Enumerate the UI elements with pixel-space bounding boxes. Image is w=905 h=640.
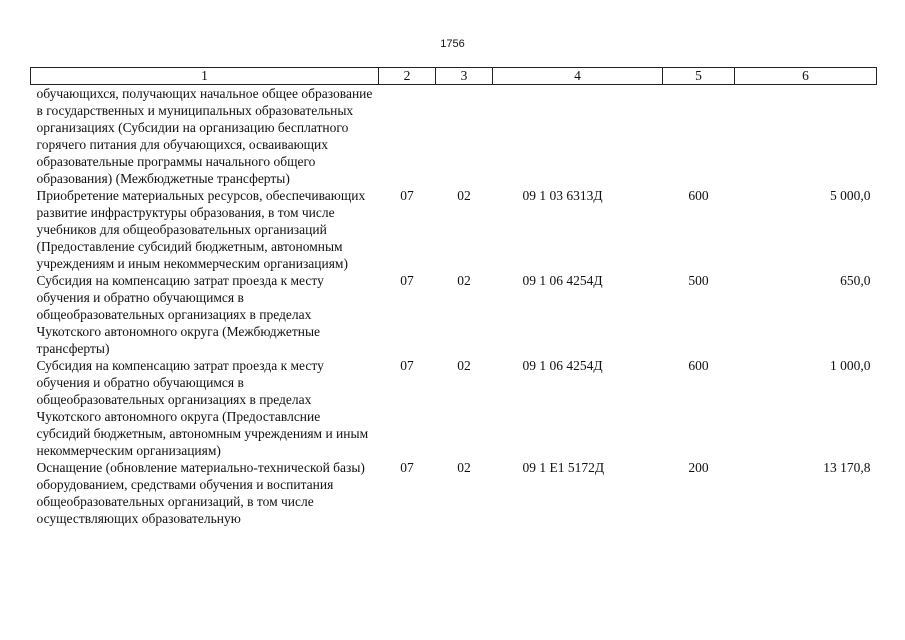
row-target-code: 09 1 06 4254Д	[522, 358, 603, 373]
row-section: 07	[400, 273, 414, 288]
row-amount: 650,0	[840, 273, 871, 288]
row-expense-type	[663, 85, 735, 188]
row-section: 07	[400, 188, 414, 203]
page-number: 1756	[440, 38, 465, 50]
header-col-2: 2	[379, 68, 436, 85]
row-expense-type: 500	[688, 273, 709, 288]
row-amount	[735, 85, 877, 188]
row-expense-type: 200	[688, 460, 709, 475]
row-section	[379, 85, 436, 188]
row-target-code	[493, 85, 663, 188]
row-amount: 1 000,0	[830, 358, 871, 373]
header-col-5: 5	[663, 68, 735, 85]
row-section: 07	[400, 460, 414, 475]
header-col-6: 6	[735, 68, 877, 85]
row-expense-type: 600	[688, 188, 709, 203]
header-col-3: 3	[436, 68, 493, 85]
row-amount: 5 000,0	[830, 188, 871, 203]
header-col-1: 1	[31, 68, 379, 85]
row-amount: 13 170,8	[823, 460, 871, 475]
row-target-code: 09 1 03 6313Д	[522, 188, 603, 203]
row-description: Субсидия на компенсацию затрат проезда к месту обучения и обратно обучающимся в общеобразовательных организациях в пределах Чукотского автономного округа (Межбюджетные трансферты)	[36, 273, 324, 356]
budget-table	[30, 67, 877, 527]
table-row	[31, 357, 877, 459]
row-subsection: 02	[457, 188, 471, 203]
table-row	[31, 459, 877, 527]
row-subsection: 02	[457, 358, 471, 373]
table-row	[31, 272, 877, 357]
header-row	[31, 68, 877, 85]
row-target-code: 09 1 06 4254Д	[522, 273, 603, 288]
row-subsection: 02	[457, 273, 471, 288]
header-col-4: 4	[493, 68, 663, 85]
row-subsection: 02	[457, 460, 471, 475]
table-row	[31, 85, 877, 188]
row-description: Субсидия на компенсацию затрат проезда к месту обучения и обратно обучающимся в общеобразовательных организациях в пределах Чукотского автономного округа (Предоставлсние субсидий бюджетным, автономным учреждениям и иным некоммерческим организациям)	[36, 358, 369, 458]
row-subsection	[436, 85, 493, 188]
row-description: Оснащение (обновление материально-технической базы) оборудованием, средствами обучения и воспитания общеобразовательных организаций, в том числе осуществляющих образовательную	[36, 460, 365, 526]
row-description: Приобретение материальных ресурсов, обеспечивающих развитие инфраструктуры образования, в том числе учебников для общеобразовательных организаций (Предоставление субсидий бюджетным, автономным учреждениям и иным некоммерческим организациям)	[36, 188, 366, 271]
row-expense-type: 600	[688, 358, 709, 373]
row-target-code: 09 1 Е1 5172Д	[522, 460, 605, 475]
table-row	[31, 187, 877, 272]
row-section: 07	[400, 358, 414, 373]
row-description: обучающихся, получающих начальное общее образование в государственных и муниципальных образовательных организациях (Субсидии на организацию бесплатного горячего питания для обучающихся, осваивающих образовательные программы начального общего образования) (Межбюджетные трансферты)	[36, 86, 373, 186]
